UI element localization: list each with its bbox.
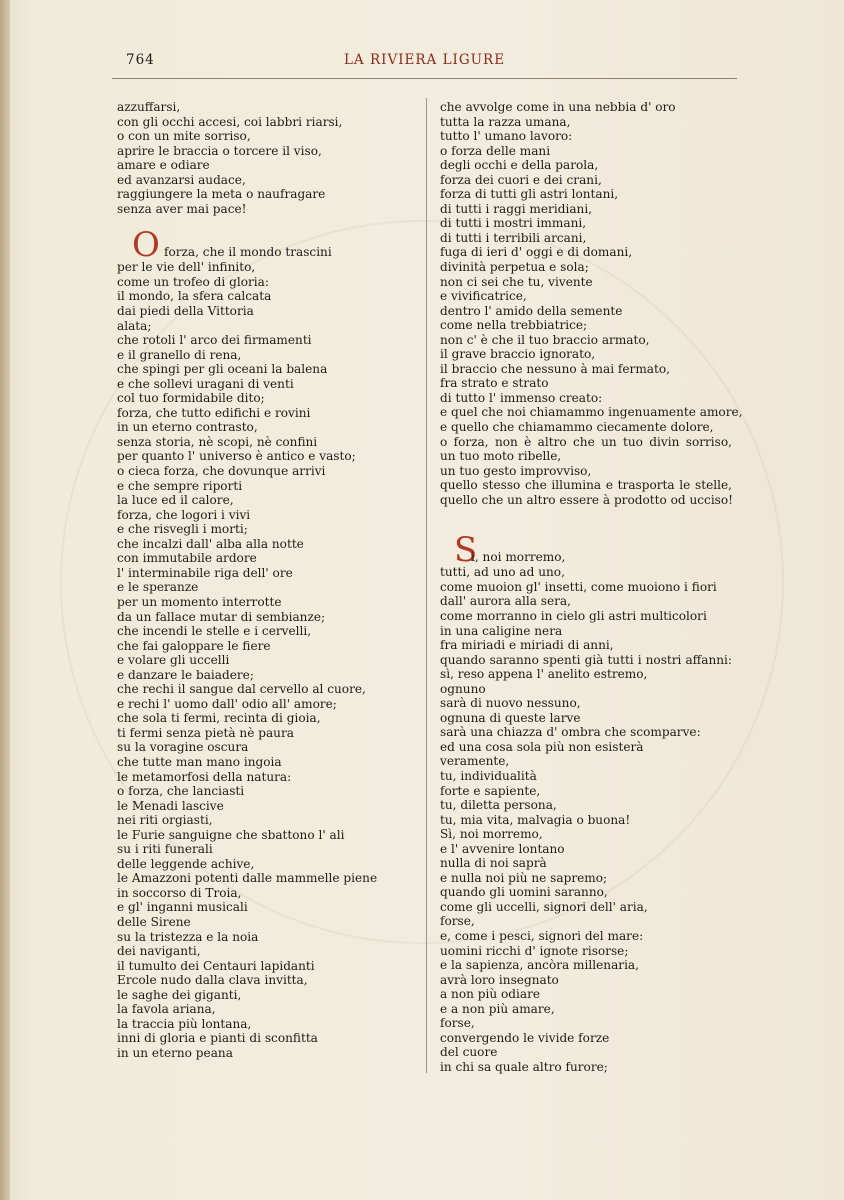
- verse-line: di tutti i mostri immani,: [440, 216, 587, 231]
- verse-line: ed una cosa sola più non esisterà: [440, 739, 644, 754]
- verse-line: e, come i pesci, signori del mare:: [440, 928, 644, 943]
- verse-line: che fai galoppare le fiere: [117, 638, 271, 653]
- verse-line: azzuffarsi,: [117, 100, 181, 114]
- verse-line: dentro l' amido della semente: [440, 303, 623, 318]
- verse-line: di tutto l' immenso creato:: [440, 390, 603, 405]
- verse-line: su la tristezza e la noia: [117, 929, 259, 944]
- verse-line: ognuno: [440, 681, 486, 696]
- left-stanza-1: [117, 100, 417, 216]
- verse-line: le Amazzoni potenti dalle mammelle piene: [117, 871, 378, 886]
- drop-cap-o: O: [132, 225, 160, 266]
- verse-line: tu, diletta persona,: [440, 798, 557, 813]
- verse-line: le metamorfosi della natura:: [117, 769, 292, 784]
- verse-line: tutta la razza umana,: [440, 114, 571, 129]
- verse-line: nei riti orgiasti,: [117, 813, 213, 828]
- running-title: LA RIVIERA LIGURE: [343, 52, 506, 68]
- verse-line: e la sapienza, ancòra millenaria,: [440, 958, 639, 973]
- verse-line: un tuo gesto improvviso,: [440, 463, 592, 478]
- verse-line: forza, che logori i vivi: [117, 507, 251, 522]
- verse-line: quello che un altro essere à prodotto od ucciso!: [440, 492, 734, 507]
- verse-line: di tutti i terribili arcani,: [440, 230, 587, 245]
- verse-line: ti fermi senza pietà nè paura: [117, 725, 294, 740]
- verse-line: veramente,: [440, 754, 510, 769]
- verse-line: in una caligine nera: [440, 623, 563, 638]
- verse-line: in un eterno peana: [117, 1045, 233, 1060]
- verse-line: come morranno in cielo gli astri multicolori: [440, 608, 707, 623]
- stanza-gap: [117, 216, 417, 231]
- verse-line: e nulla noi più ne sapremo;: [440, 870, 608, 885]
- verse-line: avrà loro insegnato: [440, 972, 559, 987]
- verse-line: degli occhi e della parola,: [440, 158, 599, 173]
- verse-line: senza storia, nè scopi, nè confini: [117, 434, 318, 449]
- verse-line: o forza, non è altro che un tuo divin sorriso,: [440, 434, 732, 449]
- verse-line: e quello che chiamammo ciecamente dolore,: [440, 420, 714, 435]
- stanza-first-line: forza, che il mondo trascini: [164, 245, 332, 260]
- verse-line: amare e odiare: [117, 158, 210, 173]
- verse-line: e che risvegli i morti;: [117, 522, 248, 537]
- verse-line: con gli occhi accesi, coi labbri riarsi,: [117, 114, 343, 129]
- verse-line: il grave braccio ignorato,: [440, 347, 596, 362]
- verse-line: che avvolge come in una nebbia d' oro: [440, 100, 676, 114]
- verse-line: delle leggende achive,: [117, 856, 255, 871]
- verse-line: che incalzi dall' alba alla notte: [117, 536, 304, 551]
- verse-line: forza, che tutto edifichi e rovini: [117, 405, 311, 420]
- verse-line: alata;: [117, 318, 152, 333]
- book-spine-edge: [0, 0, 10, 1200]
- verse-line: e danzare le baiadere;: [117, 667, 254, 682]
- verse-line: di tutti i raggi meridiani,: [440, 201, 593, 216]
- verse-line: per quanto l' universo è antico e vasto;: [117, 449, 356, 464]
- verse-line: le Menadi lascive: [117, 798, 224, 813]
- verse-line: che tutte man mano ingoia: [117, 754, 282, 769]
- verse-line: Sì, noi morremo,: [440, 827, 543, 842]
- verse-line: che rechi il sangue dal cervello al cuore,: [117, 682, 366, 697]
- verse-line: quando saranno spenti già tutti i nostri affanni:: [440, 652, 732, 667]
- verse-line: che incendi le stelle e i cervelli,: [117, 624, 312, 639]
- verse-line: da un fallace mutar di sembianze;: [117, 609, 326, 624]
- right-stanza-2: [440, 565, 732, 1074]
- verse-line: tu, mia vita, malvagia o buona!: [440, 812, 631, 827]
- verse-line: fra strato e strato: [440, 376, 549, 391]
- verse-line: non c' è che il tuo braccio armato,: [440, 332, 650, 347]
- verse-line: fuga di ieri d' oggi e di domani,: [440, 245, 633, 260]
- verse-line: la favola ariana,: [117, 1002, 216, 1017]
- verse-line: fra miriadi e miriadi di anni,: [440, 638, 614, 653]
- page-header: [112, 50, 737, 72]
- verse-line: che rotoli l' arco dei firmamenti: [117, 333, 312, 348]
- verse-line: per un momento interrotte: [117, 594, 282, 609]
- verse-line: come muoion gl' insetti, come muoiono i fiori: [440, 579, 717, 594]
- left-column: [117, 100, 417, 1060]
- verse-line: e vivificatrice,: [440, 289, 527, 304]
- verse-line: convergendo le vivide forze: [440, 1030, 610, 1045]
- verse-line: dai piedi della Vittoria: [117, 304, 254, 319]
- verse-line: e volare gli uccelli: [117, 653, 230, 668]
- verse-line: raggiungere la meta o naufragare: [117, 187, 326, 202]
- verse-line: tu, individualità: [440, 768, 537, 783]
- verse-line: la luce ed il calore,: [117, 493, 234, 508]
- verse-line: quello stesso che illumina e trasporta le stelle,: [440, 478, 732, 493]
- verse-line: in chi sa quale altro furore;: [440, 1059, 608, 1074]
- right-stanza-2-opening: [440, 530, 732, 571]
- verse-line: ognuna di queste larve: [440, 710, 581, 725]
- verse-line: divinità perpetua e sola;: [440, 260, 589, 275]
- verse-line: con immutabile ardore: [117, 551, 257, 566]
- verse-line: o cieca forza, che dovunque arrivi: [117, 464, 326, 479]
- verse-line: senza aver mai pace!: [117, 201, 247, 216]
- verse-line: e l' avvenire lontano: [440, 841, 565, 856]
- verse-line: tutto l' umano lavoro:: [440, 129, 573, 144]
- verse-line: e il granello di rena,: [117, 347, 242, 362]
- stanza-first-line: i, noi morremo,: [471, 550, 566, 565]
- verse-line: dei naviganti,: [117, 944, 201, 959]
- verse-line: il braccio che nessuno à mai fermato,: [440, 361, 670, 376]
- right-stanza-1: [440, 100, 743, 507]
- verse-line: aprire le braccia o torcere il viso,: [117, 143, 322, 158]
- verse-line: o forza delle mani: [440, 143, 551, 158]
- verse-line: nulla di noi saprà: [440, 856, 547, 871]
- verse-line: o con un mite sorriso,: [117, 129, 251, 144]
- verse-line: forse,: [440, 914, 475, 929]
- verse-line: in un eterno contrasto,: [117, 420, 258, 435]
- verse-line: le saghe dei giganti,: [117, 987, 242, 1002]
- verse-line: inni di gloria e pianti di sconfitta: [117, 1031, 318, 1046]
- verse-line: su la voragine oscura: [117, 740, 249, 755]
- verse-line: sarà di nuovo nessuno,: [440, 696, 581, 711]
- verse-line: quando gli uomini saranno,: [440, 885, 608, 900]
- verse-line: forte e sapiente,: [440, 783, 541, 798]
- verse-line: a non più odiare: [440, 987, 541, 1002]
- verse-line: sarà una chiazza d' ombra che scomparve:: [440, 725, 701, 740]
- right-column: [440, 100, 743, 1074]
- verse-line: che spingi per gli oceani la balena: [117, 362, 328, 377]
- column-divider: [426, 98, 427, 1073]
- verse-line: delle Sirene: [117, 914, 191, 929]
- verse-line: e che sempre riporti: [117, 478, 243, 493]
- drop-cap-s: S: [454, 530, 478, 571]
- verse-line: forza di tutti gli astri lontani,: [440, 187, 619, 202]
- verse-line: col tuo formidabile dito;: [117, 391, 265, 406]
- verse-line: l' interminabile riga dell' ore: [117, 565, 293, 580]
- verse-line: la traccia più lontana,: [117, 1016, 252, 1031]
- verse-line: sì, reso appena l' anelito estremo,: [440, 667, 648, 682]
- verse-line: in soccorso di Troia,: [117, 885, 242, 900]
- verse-line: e che sollevi uragani di venti: [117, 376, 294, 391]
- verse-line: tutti, ad uno ad uno,: [440, 565, 565, 580]
- verse-line: e quel che noi chiamammo ingenuamente amore,: [440, 405, 743, 420]
- verse-line: su i riti funerali: [117, 842, 213, 857]
- verse-line: Ercole nudo dalla clava invitta,: [117, 973, 308, 988]
- verse-line: un tuo moto ribelle,: [440, 449, 562, 464]
- verse-line: per le vie dell' infinito,: [117, 260, 256, 275]
- verse-line: uomini ricchi d' ignote risorse;: [440, 943, 629, 958]
- verse-line: e a non più amare,: [440, 1001, 555, 1016]
- page-number: 764: [126, 52, 155, 68]
- verse-line: o forza, che lanciasti: [117, 784, 245, 799]
- left-stanza-2-opening: [117, 225, 417, 266]
- verse-line: dall' aurora alla sera,: [440, 594, 571, 609]
- verse-line: le Furie sanguigne che sbattono l' ali: [117, 827, 345, 842]
- verse-line: che sola ti fermi, recinta di gioia,: [117, 711, 321, 726]
- verse-line: il mondo, la sfera calcata: [117, 289, 272, 304]
- verse-line: forse,: [440, 1016, 475, 1031]
- left-stanza-2: [117, 260, 417, 1060]
- verse-line: ed avanzarsi audace,: [117, 172, 246, 187]
- verse-line: come gli uccelli, signori dell' aria,: [440, 899, 648, 914]
- verse-line: non ci sei che tu, vivente: [440, 274, 593, 289]
- verse-line: il tumulto dei Centauri lapidanti: [117, 958, 315, 973]
- verse-line: come nella trebbiatrice;: [440, 318, 588, 333]
- verse-line: come un trofeo di gloria:: [117, 274, 269, 289]
- verse-line: e le speranze: [117, 580, 199, 595]
- verse-line: forza dei cuori e dei crani,: [440, 172, 602, 187]
- verse-line: e rechi l' uomo dall' odio all' amore;: [117, 696, 337, 711]
- stanza-gap: [440, 507, 732, 536]
- header-rule: [112, 78, 737, 79]
- verse-line: del cuore: [440, 1045, 498, 1060]
- verse-line: e gl' inganni musicali: [117, 900, 248, 915]
